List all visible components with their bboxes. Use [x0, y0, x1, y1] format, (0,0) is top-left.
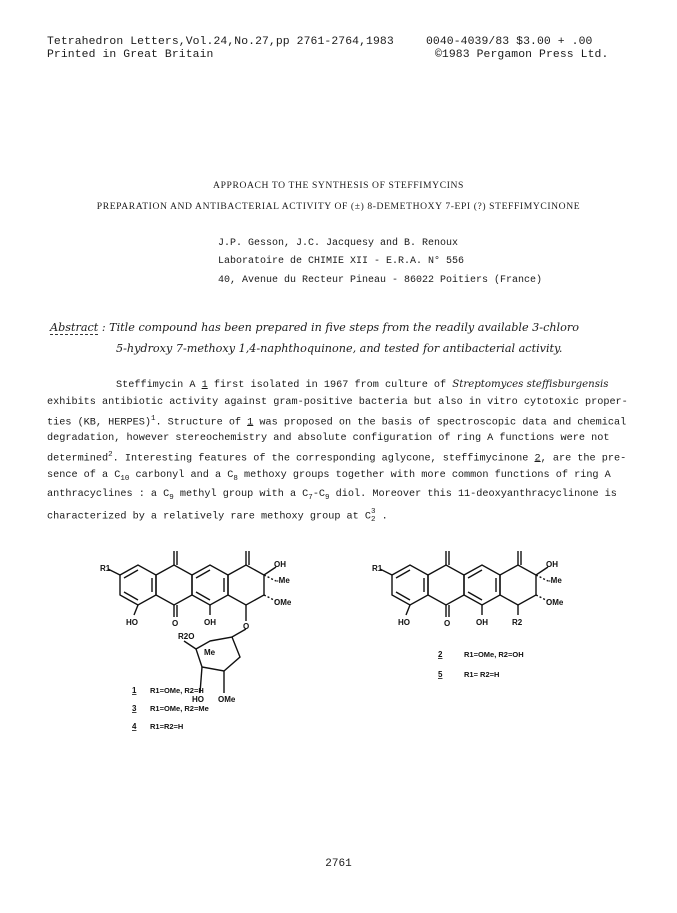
compound-5-substituents: R1= R2=H — [464, 670, 500, 679]
text: ties (KB, HERPES) — [47, 417, 151, 429]
text: . Interesting features of the corresponding aglycone, steffimycinone — [112, 453, 535, 465]
body-line-3 — [47, 415, 626, 428]
sugar-ring — [196, 637, 240, 671]
compound-3-number: 3 — [132, 704, 137, 713]
subscript: 7 — [308, 494, 313, 503]
title-line-1: APPROACH TO THE SYNTHESIS OF STEFFIMYCINS — [213, 180, 464, 191]
label-o-quinone: O — [444, 619, 451, 628]
text: sence of a C — [47, 470, 121, 481]
text: , are the pre- — [540, 453, 627, 465]
species-name: Streptomyces steffisburgensis — [452, 379, 609, 390]
label-oh-top: OH — [546, 560, 558, 569]
label-ome: OMe — [546, 598, 564, 607]
copyright: ©1983 Pergamon Press Ltd. — [435, 49, 609, 61]
label-r2o: R2O — [178, 632, 195, 641]
compound-ref: 1 — [201, 380, 208, 391]
journal-citation: Tetrahedron Letters,Vol.24,No.27,pp 2761-2764,1983 — [47, 36, 394, 48]
label-r2: R2 — [512, 618, 523, 627]
ring-c — [156, 565, 192, 605]
structure-steffimycinone — [372, 545, 572, 685]
ring-d — [120, 565, 156, 605]
label-me: -Me — [548, 576, 562, 585]
body-line-2: exhibits antibiotic activity against gram-positive bacteria but also in vitro cytotoxic proper- — [47, 397, 628, 408]
compound-1-number: 1 — [132, 686, 137, 695]
label-r1: R1 — [372, 564, 383, 573]
compound-4-substituents: R1=R2=H — [150, 722, 184, 731]
label-oh: OH — [476, 618, 488, 627]
body-line-5 — [47, 451, 626, 464]
price-code: 0040-4039/83 $3.00 + .00 — [426, 36, 593, 48]
subscript: 10 — [120, 475, 130, 484]
label-ome-ring: OMe — [274, 598, 292, 607]
text: . Structure of — [155, 417, 248, 429]
compound-2-number: 2 — [438, 650, 443, 659]
compound-2-substituents: R1=OMe, R2=OH — [464, 650, 524, 659]
label-ho: HO — [126, 618, 138, 627]
label-o-link: O — [243, 622, 250, 631]
label-o-quinone: O — [172, 619, 179, 628]
laboratory: Laboratoire de CHIMIE XII - E.R.A. N° 556 — [218, 256, 465, 267]
abstract-line-2: 5-hydroxy 7-methoxy 1,4-naphthoquinone, and tested for antibacterial activity. — [116, 342, 563, 355]
body-line-8 — [47, 508, 388, 524]
ring-d — [392, 565, 428, 605]
text: methyl group with a C — [173, 489, 309, 500]
text: -C — [312, 489, 326, 500]
body-line-4: degradation, however stereochemistry and absolute configuration of ring A functions were not — [47, 433, 610, 444]
ref-sup: 1 — [150, 415, 156, 423]
text: methoxy groups together with more common functions of ring A — [237, 470, 611, 481]
compound-ref: 2 — [534, 453, 541, 465]
label-r1: R1 — [100, 564, 111, 573]
label-oh-top: OH — [274, 560, 286, 569]
text: . — [375, 511, 388, 523]
label-ho: HO — [398, 618, 410, 627]
printed-location: Printed in Great Britain — [47, 49, 214, 61]
ring-a — [228, 565, 264, 605]
subscript: 2 — [371, 516, 376, 524]
authors: J.P. Gesson, J.C. Jacquesy and B. Renoux — [218, 238, 459, 249]
abstract-text-1: : Title compound has been prepared in five steps from the readily available 3-chloro — [98, 321, 579, 334]
compound-5-number: 5 — [438, 670, 443, 679]
ref-sup: 2 — [108, 451, 113, 459]
address: 40, Avenue du Recteur Pineau - 86022 Poitiers (France) — [218, 275, 543, 286]
text: determined — [47, 453, 109, 465]
compound-ref: 1 — [247, 417, 254, 429]
ring-b — [192, 565, 228, 605]
text: was proposed on the basis of spectroscopic data and chemical — [253, 417, 627, 429]
ring-a — [500, 565, 536, 605]
label-ho-sugar: HO — [192, 695, 204, 704]
structure-steffimycin-glycoside — [100, 545, 300, 755]
text: anthracyclines : a C — [47, 489, 170, 500]
subscript: 8 — [233, 475, 238, 484]
text: Steffimycin A — [116, 380, 202, 391]
text: first isolated in 1967 from culture of — [207, 380, 453, 391]
compound-3-substituents: R1=OMe, R2=Me — [150, 704, 209, 713]
superscript: 3 — [371, 508, 376, 516]
text: characterized by a relatively rare methoxy group at C — [47, 511, 372, 523]
abstract-line-1 — [50, 321, 579, 334]
subscript: 9 — [325, 494, 330, 503]
compound-4-number: 4 — [132, 722, 137, 731]
title-line-2: PREPARATION AND ANTIBACTERIAL ACTIVITY OF (±) 8-DEMETHOXY 7-EPI (?) STEFFIMYCINONE — [96, 201, 581, 212]
subscript: 9 — [169, 494, 174, 503]
text: diol. Moreover this 11-deoxyanthracyclinone is — [329, 489, 617, 500]
label-me-sugar: Me — [204, 648, 216, 657]
label-me: -Me — [276, 576, 290, 585]
abstract-label: Abstract — [50, 321, 99, 334]
label-oh: OH — [204, 618, 216, 627]
ring-b — [464, 565, 500, 605]
body-line-7 — [47, 489, 617, 502]
body-line-6 — [47, 470, 611, 483]
label-ome-sugar: OMe — [218, 695, 236, 704]
text: carbonyl and a C — [129, 470, 234, 481]
body-line-1 — [116, 379, 608, 391]
compound-1-substituents: R1=OMe, R2=H — [150, 686, 204, 695]
ring-c — [428, 565, 464, 605]
page-number: 2761 — [325, 858, 352, 870]
